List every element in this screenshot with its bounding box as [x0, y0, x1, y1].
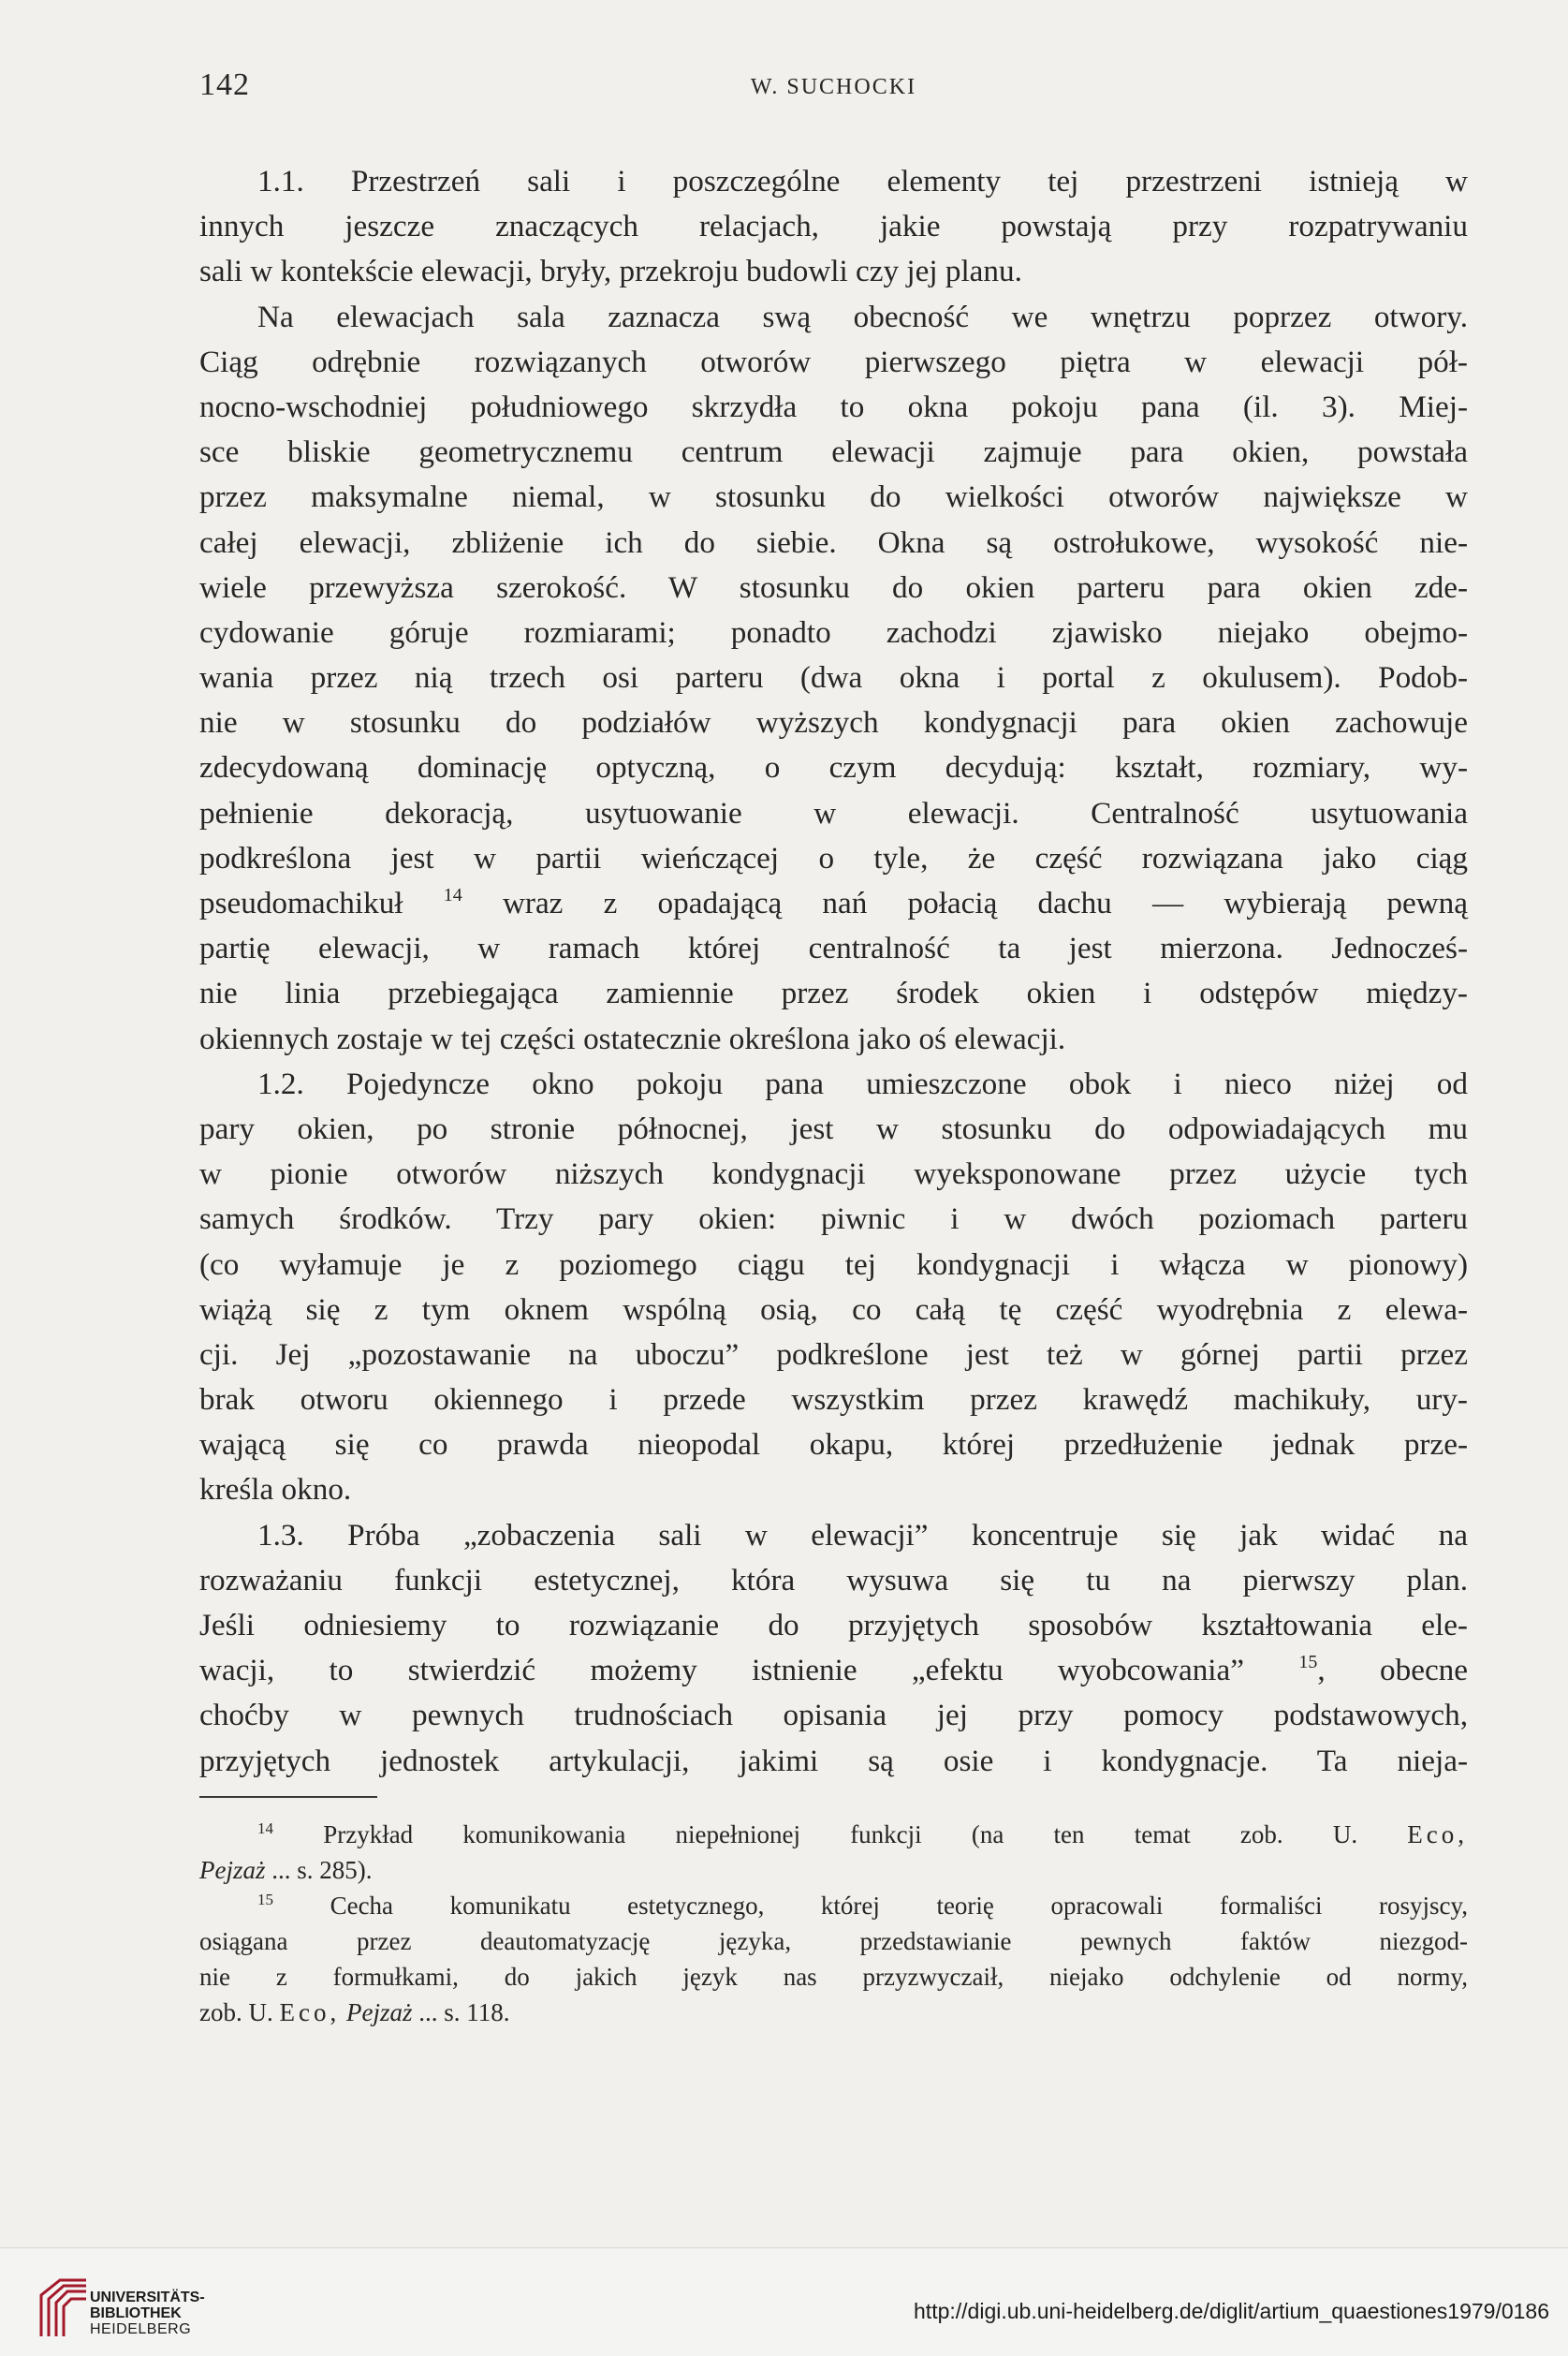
text-line: brak otworu okiennego i przede wszystkim przez krawędź machikuły, ury- — [199, 1382, 1468, 1418]
text-line: sali w kontekście elewacji, bryły, przekroju budowli czy jej planu. — [199, 254, 1022, 289]
footnote-text: Cecha komunikatu estetycznego, której teorię opracowali formaliści rosyjscy, — [330, 1892, 1469, 1920]
text-line: okiennych zostaje w tej części ostatecznie określona jako oś elewacji. — [199, 1021, 1066, 1056]
text-line: innych jeszcze znaczących relacjach, jakie powstają przy rozpatrywaniu — [199, 209, 1468, 244]
footnote-author: Eco, — [1407, 1820, 1469, 1848]
text-line: pełnienie dekoracją, usytuowanie w elewacji. Centralność usytuowania — [199, 795, 1468, 831]
footnote-text: ... s. 118. — [418, 1998, 510, 2026]
footnote-text: zob. U. — [199, 1998, 273, 2026]
text-line: nie linia przebiegająca zamiennie przez środek okien i odstępów między- — [199, 976, 1468, 1011]
library-name-line: HEIDELBERG — [90, 2321, 192, 2337]
text-line: podkreślona jest w partii wieńczącej o tyle, że część rozwiązana jako ciąg — [199, 840, 1468, 876]
text-line: Jeśli odniesiemy to rozwiązanie do przyjętych sposobów kształtowania ele- — [199, 1608, 1468, 1642]
footnote-14-cont — [199, 1852, 1468, 1888]
text-line: wającą się co prawda nieopodal okapu, której przedłużenie jednak prze- — [199, 1427, 1468, 1463]
text-line: w pionie otworów niższych kondygnacji wyeksponowane przez użycie tych — [199, 1156, 1468, 1192]
page-number: 142 — [199, 67, 250, 102]
text-line: 1.1. Przestrzeń sali i poszczególne elementy tej przestrzeni istnieją w — [257, 164, 1468, 199]
page-header — [199, 67, 1468, 114]
text-line: przyjętych jednostek artykulacji, jakimi są osie i kondygnacje. Ta nieja- — [199, 1743, 1468, 1778]
footnote-text: Przykład komunikowania niepełnionej funkcji (na ten temat zob. U. — [323, 1820, 1358, 1848]
library-logo-icon — [36, 2275, 92, 2340]
text-line: (co wyłamuje je z poziomego ciągu tej kondygnacji i włącza w pionowy) — [199, 1246, 1468, 1282]
text-line: nocno-wschodniej południowego skrzydła to okna pokoju pana (il. 3). Miej- — [199, 389, 1468, 424]
body-text — [199, 159, 1468, 1784]
running-head: W. SUCHOCKI — [750, 75, 917, 99]
footnote-ref-15: 15 — [1298, 1652, 1318, 1673]
footnote-14 — [199, 1817, 1468, 1852]
text-line: cji. Jej „pozostawanie na uboczu” podkreślone jest też w górnej partii przez — [199, 1336, 1468, 1372]
footnote-text: ... s. 285). — [271, 1856, 373, 1884]
footnote-divider — [199, 1796, 377, 1798]
text-line — [199, 881, 1468, 926]
text-line: rozważaniu funkcji estetycznej, która wysuwa się tu na pierwszy plan. — [199, 1562, 1468, 1598]
source-url-link[interactable]: http://digi.ub.uni-heidelberg.de/diglit/artium_quaestiones1979/0186 — [914, 2299, 1549, 2323]
library-name — [90, 2290, 205, 2337]
text-line: 1.3. Próba „zobaczenia sali w elewacji” koncentruje się jak widać na — [257, 1517, 1468, 1553]
digitization-footer — [0, 2247, 1568, 2356]
footnote-15-cont: osiągana przez deautomatyzację języka, przedstawianie pewnych faktów niezgod- — [199, 1927, 1468, 1955]
text-fragment: wraz z opadającą nań połacią dachu — wybierają pewną — [502, 886, 1469, 920]
text-line: kreśla okno. — [199, 1472, 352, 1508]
text-line: cydowanie góruje rozmiarami; ponadto zachodzi zjawisko niejako obejmo- — [199, 614, 1468, 650]
text-line: całej elewacji, zbliżenie ich do siebie. Okna są ostrołukowe, wysokość nie- — [199, 524, 1468, 560]
text-line: wiele przewyższa szerokość. W stosunku do okien parteru para okien zde- — [199, 569, 1468, 605]
text-line — [199, 1648, 1468, 1693]
text-line: Ciąg odrębnie rozwiązanych otworów pierwszego piętra w elewacji pół- — [199, 344, 1468, 379]
text-line: samych środków. Trzy pary okien: piwnic i w dwóch poziomach parteru — [199, 1201, 1468, 1237]
library-name-line: UNIVERSITÄTS- — [90, 2290, 205, 2305]
text-line: przez maksymalne niemal, w stosunku do wielkości otworów największe w — [199, 479, 1468, 515]
library-name-line: BIBLIOTHEK — [90, 2305, 182, 2321]
text-line: choćby w pewnych trudnościach opisania jej przy pomocy podstawowych, — [199, 1698, 1468, 1733]
footnote-title: Pejzaż — [199, 1856, 266, 1884]
text-line: 1.2. Pojedyncze okno pokoju pana umieszczone obok i nieco niżej od — [257, 1066, 1468, 1101]
footnote-15 — [199, 1888, 1468, 1923]
footnote-author: Eco, — [279, 1998, 341, 2026]
footnote-title: Pejzaż — [345, 1998, 413, 2026]
text-line: Na elewacjach sala zaznacza swą obecność we wnętrzu poprzez otwory. — [257, 299, 1468, 334]
footnote-number: 15 — [257, 1891, 273, 1908]
text-line: nie w stosunku do podziałów wyższych kondygnacji para okien zachowuje — [199, 705, 1468, 741]
footnote-15-cont: nie z formułkami, do jakich język nas przyzwyczaił, niejako odchylenie od normy, — [199, 1963, 1468, 1991]
text-fragment: pseudomachikuł — [199, 886, 403, 920]
footnote-15-cont — [199, 1995, 1468, 2030]
text-fragment: , obecne — [1317, 1653, 1468, 1688]
text-line: pary okien, po stronie północnej, jest w stosunku do odpowiadających mu — [199, 1111, 1468, 1146]
text-fragment: wacji, to stwierdzić możemy istnienie „efektu wyobcowania” — [199, 1653, 1244, 1688]
footnote-number: 14 — [257, 1819, 273, 1837]
footnotes — [199, 1817, 1468, 2030]
text-line: wania przez nią trzech osi parteru (dwa okna i portal z okulusem). Podob- — [199, 660, 1468, 696]
text-line: zdecydowaną dominację optyczną, o czym decydują: kształt, rozmiary, wy- — [199, 750, 1468, 786]
text-line: sce bliskie geometrycznemu centrum elewacji zajmuje para okien, powstała — [199, 434, 1468, 470]
footnote-ref-14: 14 — [443, 885, 462, 906]
text-line: partię elewacji, w ramach której centralność ta jest mierzona. Jednocześ- — [199, 931, 1468, 966]
text-line: wiążą się z tym oknem wspólną osią, co całą tę część wyodrębnia z elewa- — [199, 1291, 1468, 1327]
